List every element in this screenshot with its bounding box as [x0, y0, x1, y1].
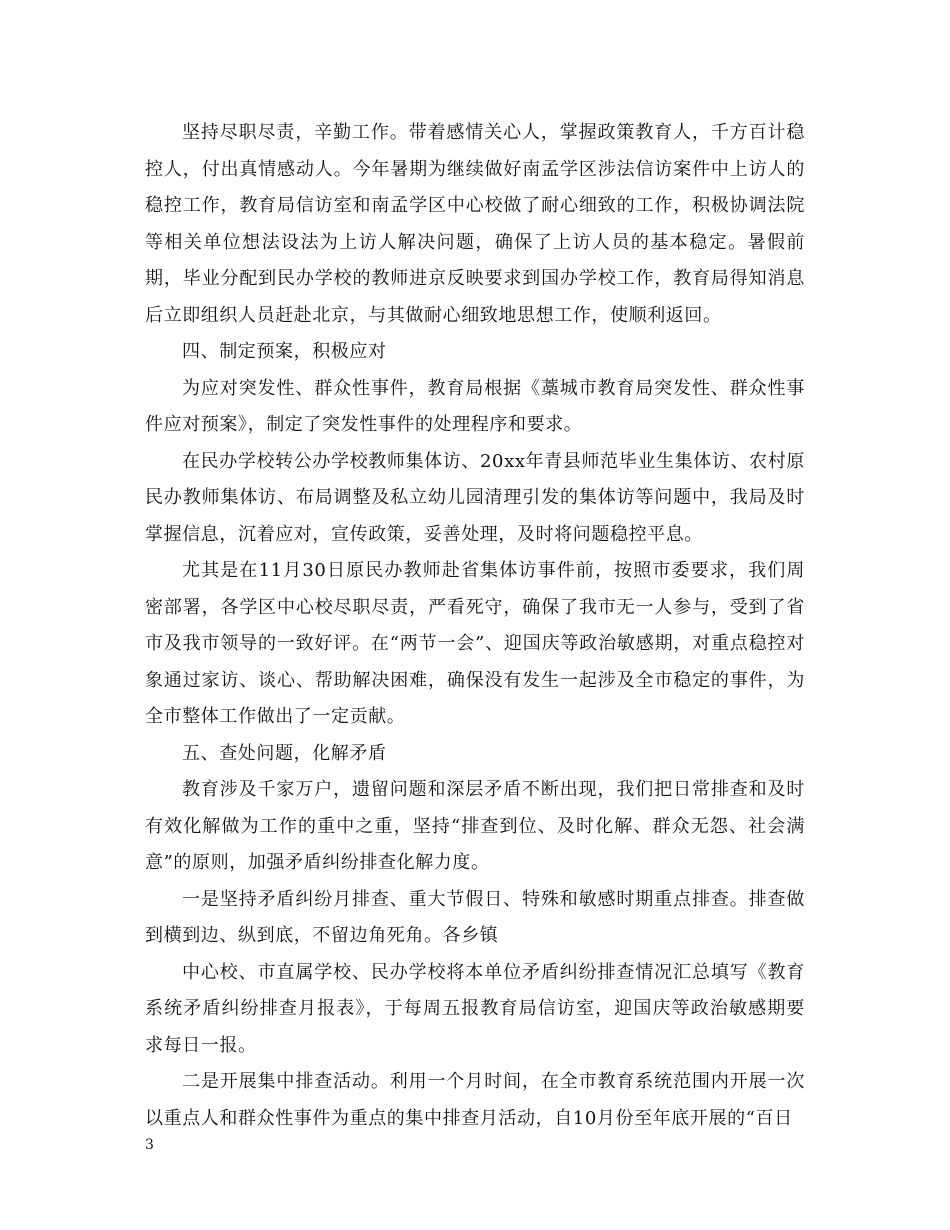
paragraph-8: 二是开展集中排查活动。利用一个月时间，在全市教育系统范围内开展一次以重点人和群众性事件为重点的集中排查月活动，自10月份至年底开展的“百日: [145, 1071, 805, 1129]
page-number: 3: [145, 1137, 154, 1153]
paragraph-7: 中心校、市直属学校、民办学校将本单位矛盾纠纷排查情况汇总填写《教育系统矛盾纠纷排查月报表》，于每周五报教育局信访室，迎国庆等政治敏感期要求每日一报。: [145, 961, 805, 1056]
paragraph-6: 一是坚持矛盾纠纷月排查、重大节假日、特殊和敏感时期重点排查。排查做到横到边、纵到底，不留边角死角。各乡镇: [145, 888, 805, 946]
paragraph-3: 在民办学校转公办学校教师集体访、20xx年青县师范毕业生集体访、农村原民办教师集体访、布局调整及私立幼儿园清理引发的集体访等问题中，我局及时掌握信息，沉着应对，宣传政策，妥善处理，及时将问题稳控平息。: [145, 450, 805, 545]
document-body: [145, 115, 805, 1137]
paragraph-2: 为应对突发性、群众性事件，教育局根据《藁城市教育局突发性、群众性事件应对预案》，制定了突发性事件的处理程序和要求。: [145, 377, 805, 435]
section-heading-4: 四、制定预案，积极应对: [182, 341, 387, 362]
paragraph-5: 教育涉及千家万户，遗留问题和深层矛盾不断出现，我们把日常排查和及时有效化解做为工作的重中之重，坚持“排查到位、及时化解、群众无怨、社会满意”的原则，加强矛盾纠纷排查化解力度。: [145, 779, 805, 873]
paragraph-1: 坚持尽职尽责，辛勤工作。带着感情关心人，掌握政策教育人，千方百计稳控人，付出真情感动人。今年暑期为继续做好南孟学区涉法信访案件中上访人的稳控工作，教育局信访室和南孟学区中心校做了耐心细致的工作，积极协调法院等相关单位想法设法为上访人解决问题，确保了上访人员的基本稳定。暑假前期，毕业分配到民办学校的教师进京反映要求到国办学校工作，教育局得知消息后立即组织人员赶赴北京，与其做耐心细致地思想工作，使顺利返回。: [145, 122, 805, 326]
section-heading-5: 五、查处问题，化解矛盾: [182, 742, 387, 764]
paragraph-4: 尤其是在11月30日原民办教师赴省集体访事件前，按照市委要求，我们周密部署，各学区中心校尽职尽责，严看死守，确保了我市无一人参与，受到了省市及我市领导的一致好评。在“两节一会”、迎国庆等政治敏感期，对重点稳控对象通过家访、谈心、帮助解决困难，确保没有发生一起涉及全市稳定的事件，为全市整体工作做出了一定贡献。: [145, 560, 805, 727]
